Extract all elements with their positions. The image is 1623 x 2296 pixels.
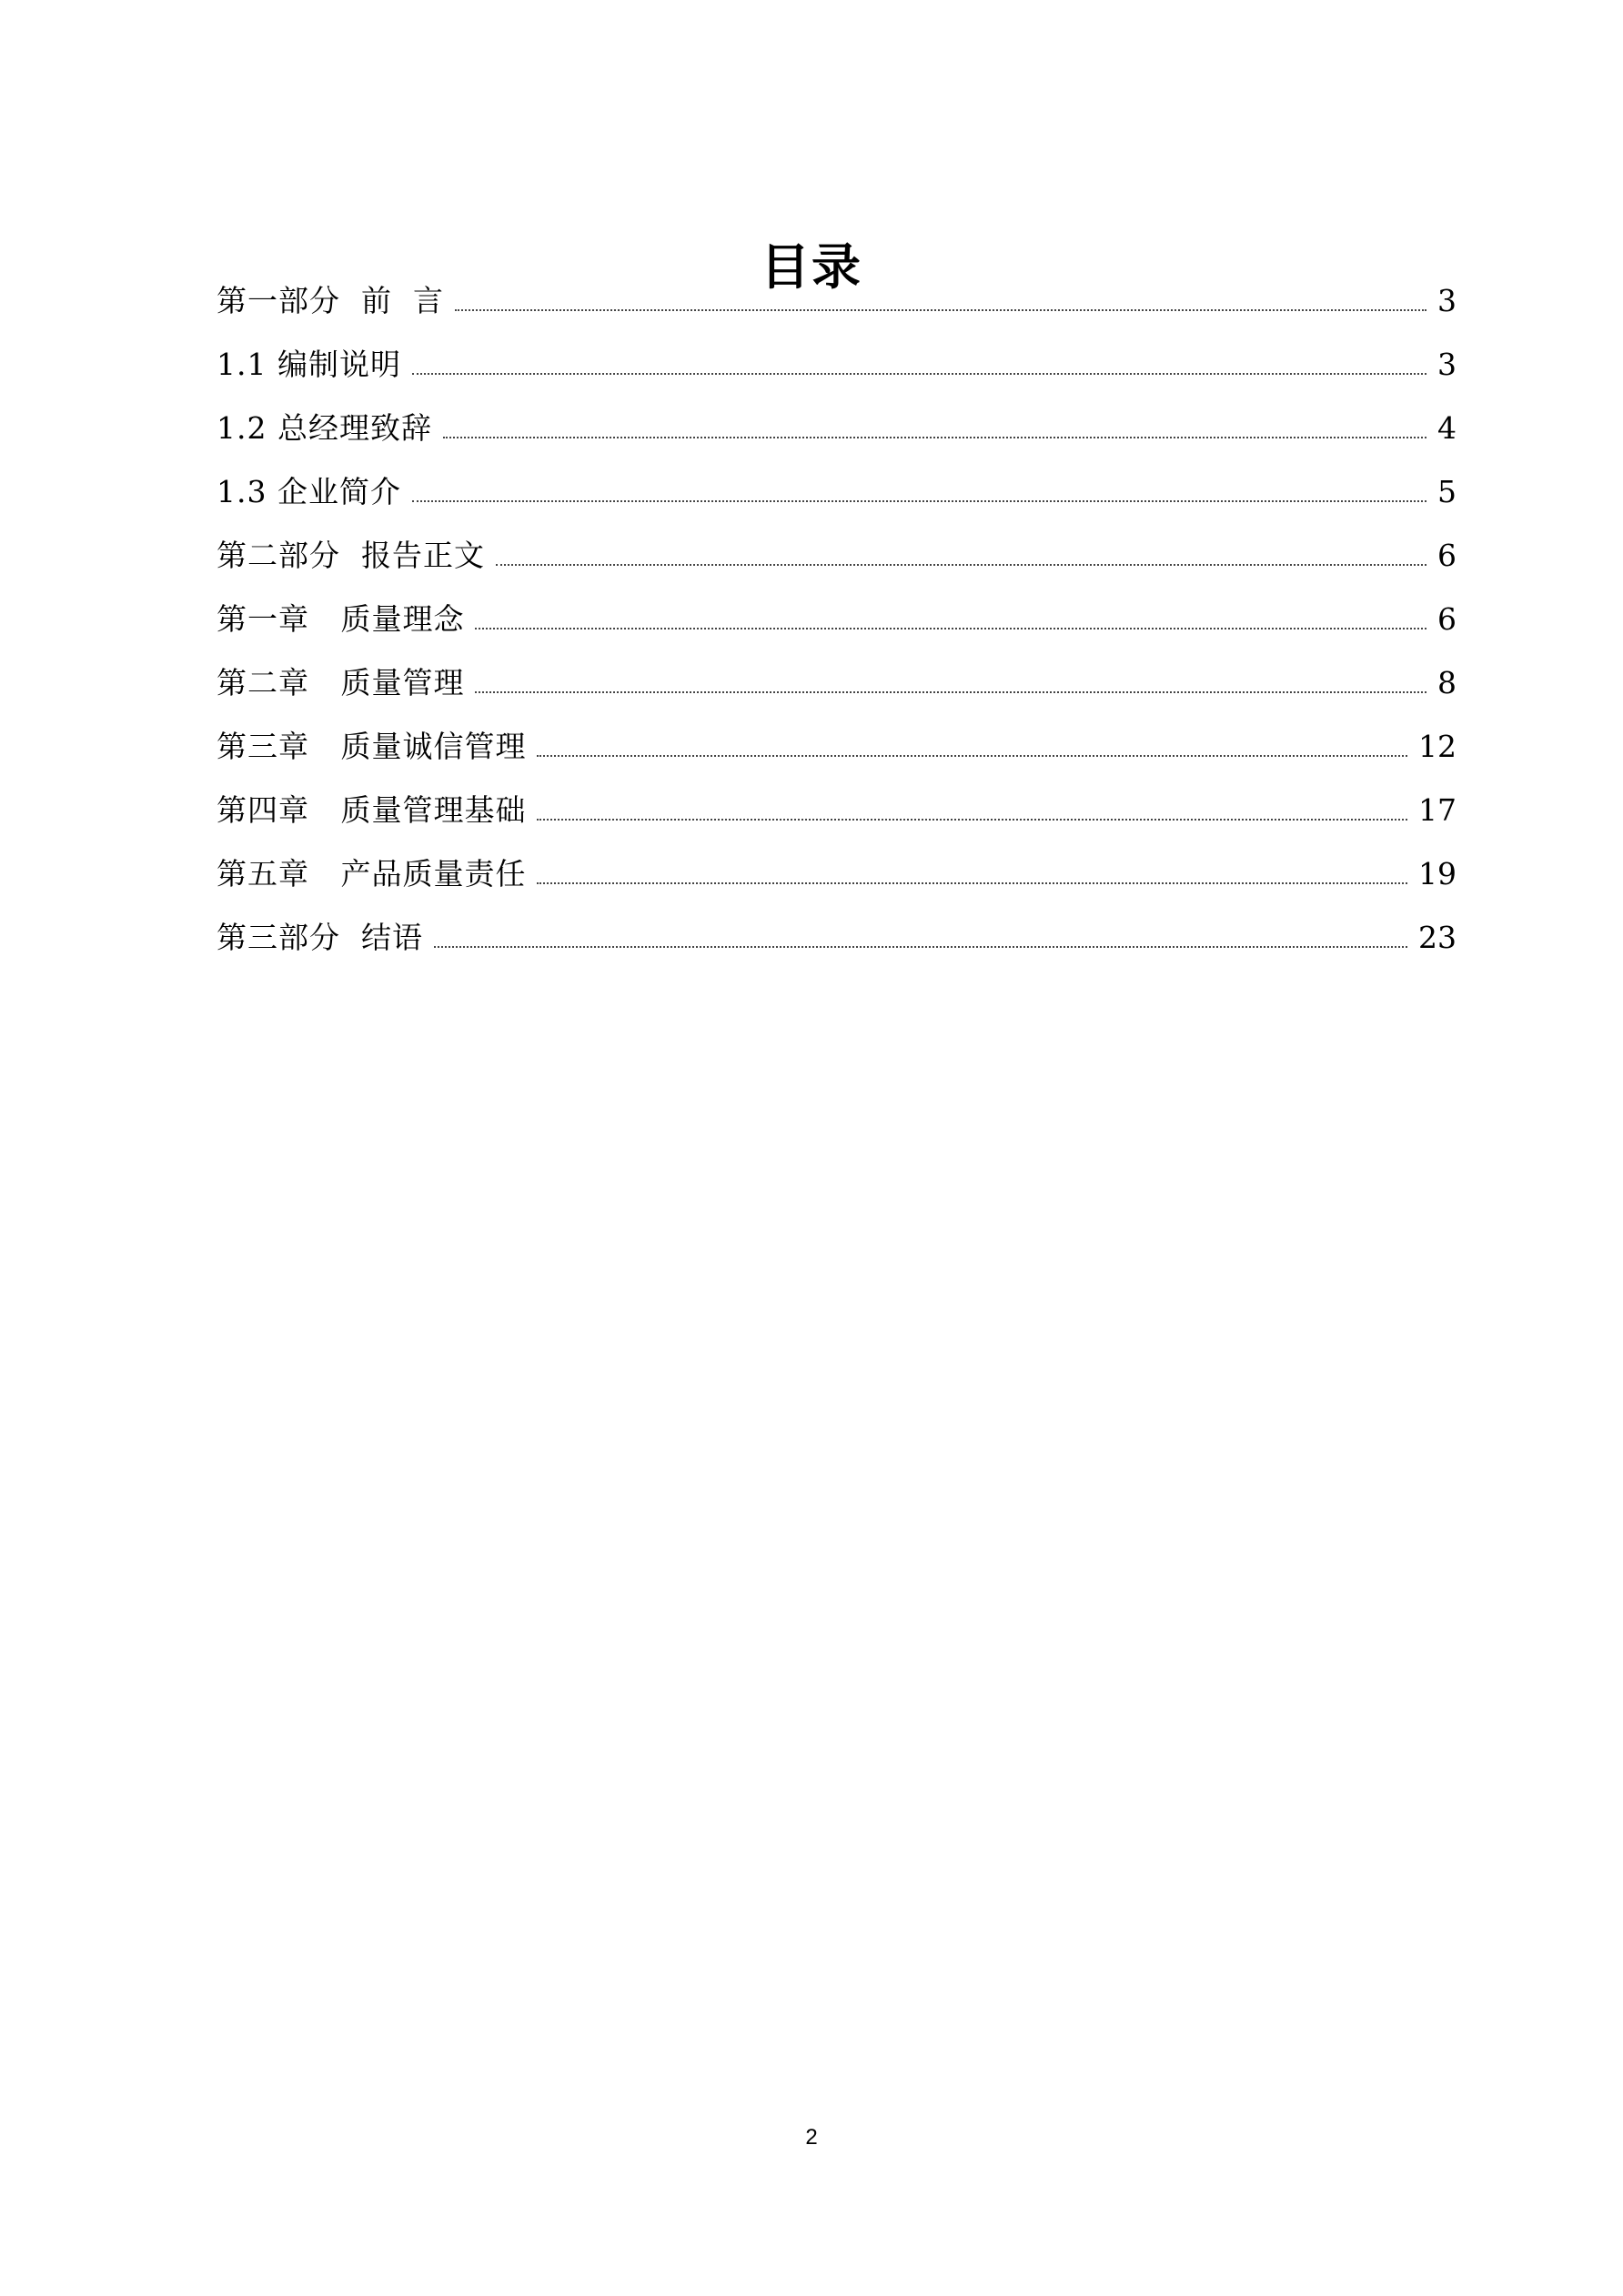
- toc-entry-page: 4: [1437, 410, 1457, 446]
- toc-entry-page: 23: [1418, 920, 1457, 955]
- toc-dot-leader: [475, 688, 1426, 693]
- toc-entry-page: 6: [1437, 538, 1457, 573]
- toc-entry: [217, 397, 1458, 460]
- toc-entry: [217, 524, 1458, 588]
- toc-entry-label: 第三部分 结语: [217, 920, 423, 955]
- toc-entry: [217, 588, 1458, 651]
- toc-entry-label: 第三章 质量诚信管理: [217, 729, 527, 764]
- toc-entry-label: 第二部分 报告正文: [217, 538, 485, 573]
- toc-dot-leader: [537, 879, 1407, 884]
- toc-dot-leader: [443, 433, 1426, 438]
- toc-entry-page: 19: [1418, 856, 1457, 891]
- toc-dot-leader: [412, 497, 1426, 502]
- toc-entry-label: 1.1 编制说明: [217, 347, 401, 382]
- toc-entry-label: 第一章 质量理念: [217, 601, 465, 637]
- toc-entry: [217, 651, 1458, 715]
- toc-dot-leader: [475, 624, 1426, 629]
- toc-entry: [217, 460, 1458, 524]
- toc-entry-label: 第一部分 前 言: [217, 283, 444, 318]
- toc-entry: [217, 269, 1458, 333]
- toc-entry: [217, 779, 1458, 842]
- toc-dot-leader: [537, 815, 1407, 821]
- toc-entry-page: 3: [1437, 283, 1457, 318]
- toc-entry-page: 17: [1418, 792, 1457, 828]
- toc-entry: [217, 842, 1458, 906]
- toc-entry-page: 6: [1437, 601, 1457, 637]
- toc-dot-leader: [434, 942, 1407, 948]
- toc-entry: [217, 906, 1458, 970]
- table-of-contents: [217, 269, 1458, 970]
- toc-entry-page: 5: [1437, 474, 1457, 509]
- toc-entry-page: 3: [1437, 347, 1457, 382]
- toc-dot-leader: [455, 306, 1426, 311]
- toc-title: 目录: [761, 238, 862, 297]
- toc-entry-label: 1.2 总经理致辞: [217, 410, 432, 446]
- toc-dot-leader: [496, 560, 1426, 566]
- toc-entry-label: 1.3 企业简介: [217, 474, 401, 509]
- toc-entry-label: 第五章 产品质量责任: [217, 856, 527, 891]
- toc-entry-label: 第四章 质量管理基础: [217, 792, 527, 828]
- toc-entry: [217, 333, 1458, 397]
- toc-dot-leader: [537, 751, 1407, 757]
- page-number: 2: [805, 2125, 818, 2150]
- toc-entry: [217, 715, 1458, 779]
- toc-entry-page: 8: [1437, 665, 1457, 700]
- toc-entry-page: 12: [1418, 729, 1457, 764]
- toc-entry-label: 第二章 质量管理: [217, 665, 465, 700]
- toc-dot-leader: [412, 369, 1426, 375]
